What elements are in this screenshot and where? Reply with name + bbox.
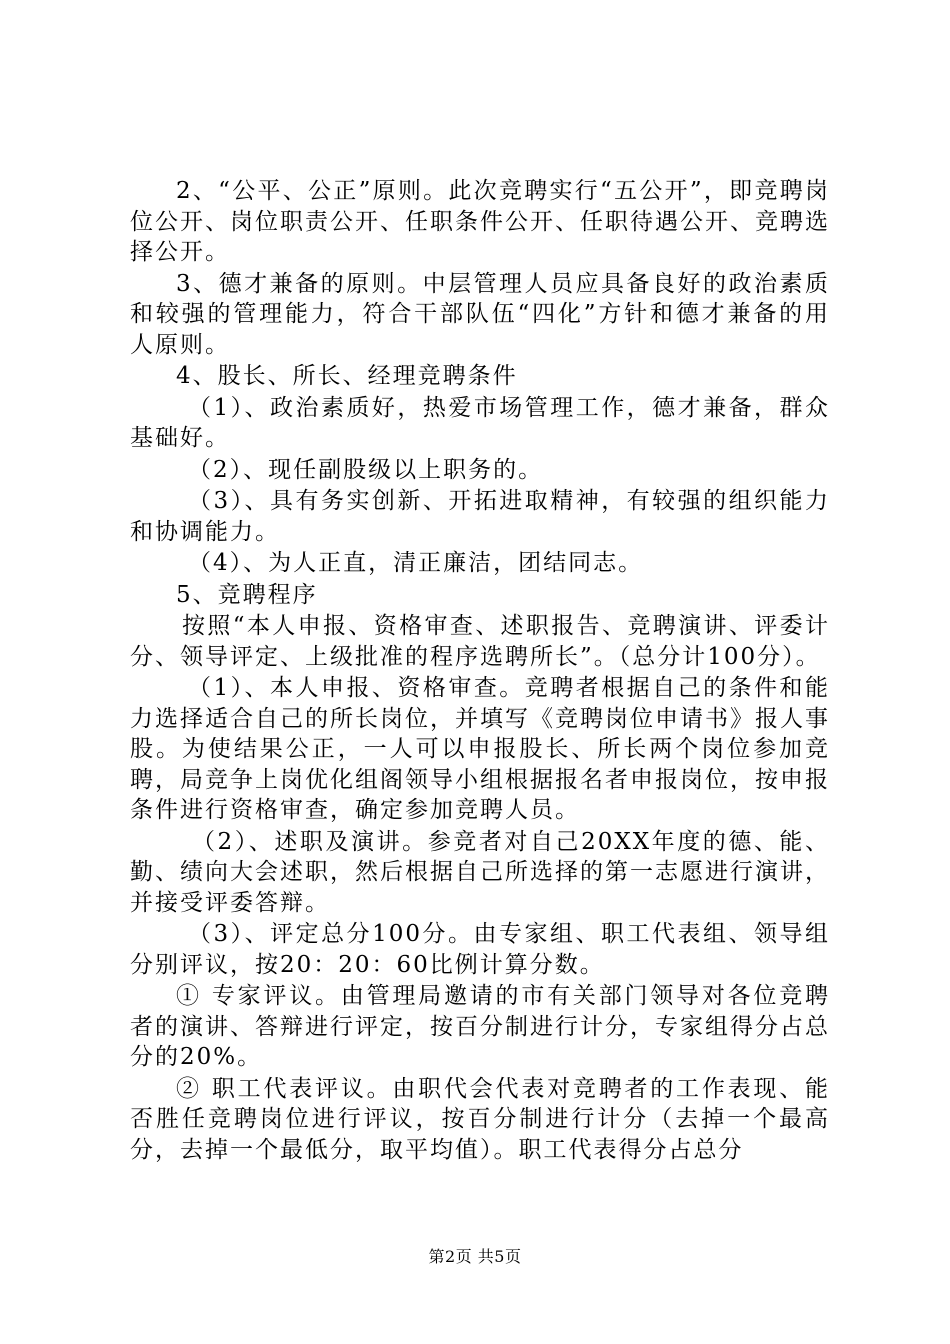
- paragraph-procedure-intro: 按照“本人申报、资格审查、述职报告、竞聘演讲、评委计分、领导评定、上级批准的程序选聘所长”。（总分计100分）。: [130, 613, 830, 670]
- paragraph-condition-4: （4）、为人正直，清正廉洁，团结同志。: [188, 550, 644, 576]
- paragraph-conditions-heading: 4、股长、所长、经理竞聘条件: [176, 363, 518, 389]
- page-number-footer: 第2页 共5页: [428, 1247, 522, 1266]
- document-body: [130, 176, 830, 1166]
- paragraph-expert-review: ① 专家评议。由管理局邀请的市有关部门领导对各位竞聘者的演讲、答辩进行评定，按百分制进行计分，专家组得分占总分的20%。: [130, 983, 830, 1070]
- paragraph-principle-2: 2、“公平、公正”原则。此次竞聘实行“五公开”，即竞聘岗位公开、岗位职责公开、任职条件公开、任职待遇公开、竞聘选择公开。: [130, 178, 830, 265]
- paragraph-procedure-1: （1）、本人申报、资格审查。竞聘者根据自己的条件和能力选择适合自己的所长岗位，并填写《竞聘岗位申请书》报人事股。为使结果公正，一人可以申报股长、所长两个岗位参加竞聘，局竞争上岗优化组阁领导小组根据报名者申报岗位，按申报条件进行资格审查，确定参加竞聘人员。: [130, 675, 830, 823]
- paragraph-condition-3: （3）、具有务实创新、开拓进取精神，有较强的组织能力和协调能力。: [130, 488, 830, 545]
- paragraph-procedure-2: （2）、述职及演讲。参竞者对自己20XX年度的德、能、勤、绩向大会述职，然后根据自己所选择的第一志愿进行演讲，并接受评委答辩。: [130, 828, 830, 916]
- paragraph-condition-2: （2）、现任副股级以上职务的。: [188, 456, 544, 483]
- paragraph-procedure-3: （3）、评定总分100分。由专家组、职工代表组、领导组分别评议，按20：20：60比例计算分数。: [130, 921, 830, 978]
- paragraph-principle-3: 3、德才兼备的原则。中层管理人员应具备良好的政治素质和较强的管理能力，符合干部队伍“四化”方针和德才兼备的用人原则。: [130, 270, 830, 358]
- paragraph-procedure-heading: 5、竞聘程序: [176, 581, 318, 608]
- paragraph-condition-1: （1）、政治素质好，热爱市场管理工作，德才兼备，群众基础好。: [130, 394, 830, 451]
- paragraph-staff-review: ② 职工代表评议。由职代会代表对竞聘者的工作表现、能否胜任竞聘岗位进行评议，按百分制进行计分（去掉一个最高分，去掉一个最低分，取平均值）。职工代表得分占总分: [130, 1075, 830, 1163]
